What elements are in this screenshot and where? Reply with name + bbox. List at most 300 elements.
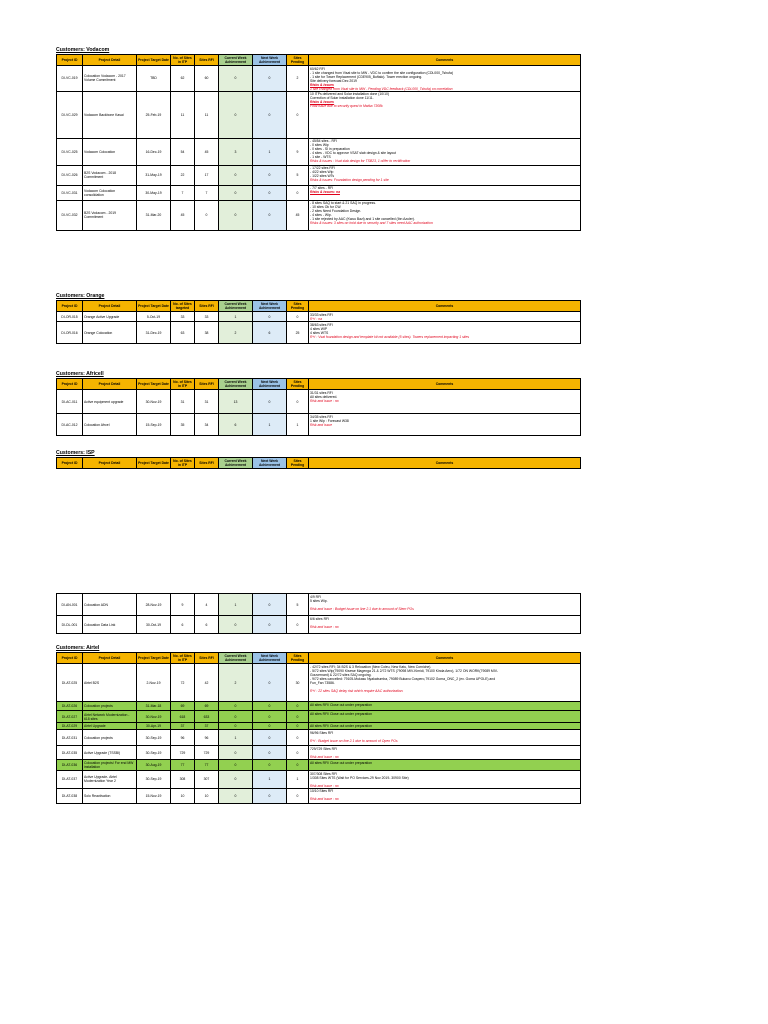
project-id-cell: DI-AT-026 [57, 702, 83, 711]
comment-line: Risks & issues: Foundation design pending for 1 site [310, 178, 389, 182]
target-date-cell: 31-May-19 [137, 165, 171, 185]
project-id-cell: DI-AT-036 [57, 760, 83, 771]
project-detail-cell: Vodacom Backbone Kasai [83, 91, 137, 138]
table-row [57, 91, 581, 138]
current-week-cell: 6 [219, 414, 253, 436]
project-id-cell: DI-AC-011 [57, 390, 83, 414]
column-header: No. of Sites in ITP [171, 379, 195, 390]
comments-cell [309, 664, 581, 702]
sites-rfi-cell: 33 [195, 312, 219, 322]
sites-pending-cell: 0 [287, 312, 309, 322]
target-date-cell: 15-Sep-19 [137, 414, 171, 436]
table-row [57, 664, 581, 702]
comment-line: R+I : Budget issue on line 2.1 due to amount of Open POs [310, 738, 398, 743]
table-row [57, 771, 581, 789]
sites-itp-cell: 6 [171, 616, 195, 634]
comment-line: Risk and issue : no [310, 398, 339, 403]
projects-table [56, 593, 581, 634]
current-week-cell: 0 [219, 702, 253, 711]
comments-cell [309, 91, 581, 138]
project-detail-cell: B2S Vodacom - 2019 Commitment [83, 200, 137, 230]
column-header: Comments [309, 379, 581, 390]
project-detail-cell: Vodacom Colocation [83, 138, 137, 165]
comments-cell [309, 702, 581, 711]
sites-pending-cell: 0 [287, 91, 309, 138]
sites-pending-cell: 0 [287, 185, 309, 200]
current-week-cell: 0 [219, 91, 253, 138]
project-detail-cell: Orange Active Upgrade [83, 312, 137, 322]
projects-table [56, 378, 581, 436]
column-header: Project Detail [83, 301, 137, 312]
sites-rfi-cell: 4 [195, 594, 219, 616]
comment-line: Risks & issues: 3 sites on hold due to security and 7 sites need AAC authorization [310, 221, 433, 225]
current-week-cell: 2 [219, 322, 253, 344]
current-week-cell: 0 [219, 760, 253, 771]
sites-itp-cell: 308 [171, 771, 195, 789]
comment-line: - 1 site - WTS [310, 155, 331, 159]
comments-cell [309, 390, 581, 414]
current-week-cell: 0 [219, 711, 253, 723]
comment-line: - 4/22 sites Wip [310, 170, 334, 174]
project-detail-cell: Airtel Upgrade [83, 723, 137, 730]
target-date-cell: 30-Nov-19 [137, 390, 171, 414]
header-row [57, 301, 581, 312]
sites-rfi-cell: 34 [195, 414, 219, 436]
section-vodacom [56, 46, 580, 231]
column-header: Next Week Achievement [253, 301, 287, 312]
next-week-cell: 1 [253, 414, 287, 436]
comment-line: 729/729 Sites RFI [310, 746, 338, 751]
table-row [57, 200, 581, 230]
column-header: Sites RFI [195, 301, 219, 312]
target-date-cell: 30-Sep-19 [137, 771, 171, 789]
table-row [57, 594, 581, 616]
comment-line: - 8 sites SAQ to start & 21 SAQ in progress. [310, 201, 376, 205]
comments-cell [309, 746, 581, 760]
sites-pending-cell: 0 [287, 730, 309, 746]
target-date-cell: 15-Nov-19 [137, 788, 171, 803]
project-id-cell: DI-DL-001 [57, 616, 83, 634]
section-title: Customers: Vodacom [56, 47, 110, 53]
column-header: Next Week Achievement [253, 653, 287, 664]
sites-pending-cell: 1 [287, 771, 309, 789]
target-date-cell: 30-May-19 [137, 185, 171, 200]
table-row [57, 138, 581, 165]
comments-cell [309, 312, 581, 322]
column-header: Project Detail [83, 379, 137, 390]
comment-line: - 1 site changed from Visat site to MW - VDC to confirm the site configuration (CDL000_Tshufa) [310, 70, 453, 75]
section-title: Customers: Africell [56, 371, 104, 377]
target-date-cell: 16-Dec-19 [137, 138, 171, 165]
comment-line: All sites delivered. [310, 394, 338, 399]
section-title: Customers: Airtel [56, 645, 100, 651]
comments-cell [309, 414, 581, 436]
next-week-cell: 0 [253, 702, 287, 711]
sites-pending-cell: 45 [287, 200, 309, 230]
next-week-cell: 0 [253, 312, 287, 322]
comment-line: Risk and issue [310, 422, 333, 427]
column-header: Sites RFI [195, 379, 219, 390]
sites-pending-cell: 0 [287, 702, 309, 711]
current-week-cell: 0 [219, 771, 253, 789]
project-id-cell: DI-AC-012 [57, 414, 83, 436]
table-row [57, 414, 581, 436]
sites-rfi-cell: 10 [195, 788, 219, 803]
comment-line: - 4 sites - VDC to approve VSAT slab design & site layout [310, 151, 396, 155]
comments-cell [309, 185, 581, 200]
comment-line: Gouvernant) & 22/72 sites SAQ ongoing. [310, 672, 372, 677]
current-week-cell: 0 [219, 616, 253, 634]
project-id-cell: DI-AN-001 [57, 594, 83, 616]
next-week-cell: 0 [253, 390, 287, 414]
comment-line: Risk and issue : no [310, 754, 339, 759]
project-id-cell: DI-VC-025 [57, 138, 83, 165]
comment-line: 1 site changed from Visat site to MW - Pending VDC feedback (CDL000_Tshufa) on correlation [310, 86, 453, 91]
sites-pending-cell: 9 [287, 138, 309, 165]
current-week-cell: 0 [219, 200, 253, 230]
target-date-cell: 30-Aug-19 [137, 760, 171, 771]
projects-table [56, 457, 581, 469]
table-row [57, 322, 581, 344]
column-header: Project Detail [83, 653, 137, 664]
project-id-cell: DI-AT-027 [57, 711, 83, 723]
sites-itp-cell: 77 [171, 760, 195, 771]
next-week-cell: 0 [253, 185, 287, 200]
column-header: Next Week Achievement [253, 458, 287, 469]
comment-line: Site delivery forecast Dec 2019 [310, 78, 357, 83]
next-week-cell: 0 [253, 664, 287, 702]
sites-pending-cell: 0 [287, 390, 309, 414]
project-detail-cell: Airtel B2S [83, 664, 137, 702]
next-week-cell: 0 [253, 165, 287, 185]
comment-line: Final issue due to security quest in Mwika 7308k [310, 104, 383, 108]
current-week-cell: 0 [219, 66, 253, 92]
comment-line: Risk and issue : no [310, 797, 339, 801]
sites-pending-cell: 25 [287, 322, 309, 344]
comment-line: Risks & issues : Vsat slab design for TSB23, 1 of/fer to rectification [310, 159, 411, 163]
project-detail-cell: Active equipment upgrade [83, 390, 137, 414]
sites-itp-cell: 63 [171, 322, 195, 344]
column-header: Project Detail [83, 55, 137, 66]
column-header: Comments [309, 301, 581, 312]
section-title: Customers: Orange [56, 293, 105, 299]
comment-line: - 1 site rejected by AAC (Kwuu Bazi) and 1 site cancelled (Ibn Azuler). [310, 217, 415, 221]
header-row [57, 379, 581, 390]
sites-pending-cell: 5 [287, 165, 309, 185]
project-id-cell: DI-AT-025 [57, 664, 83, 702]
comments-cell [309, 760, 581, 771]
section-isp [56, 449, 580, 469]
sites-itp-cell: 96 [171, 730, 195, 746]
sites-itp-cell: 72 [171, 664, 195, 702]
sites-itp-cell: 10 [171, 788, 195, 803]
current-week-cell: 1 [219, 594, 253, 616]
comment-line: - 45/54 sites - RFI [310, 139, 337, 143]
sites-itp-cell: 7 [171, 185, 195, 200]
project-id-cell: DI-AT-029 [57, 723, 83, 730]
comment-line: 1 site Wip : Forecast W38 [310, 418, 349, 423]
project-id-cell: DI-VC-031 [57, 185, 83, 200]
target-date-cell: 31-Mar-18 [137, 702, 171, 711]
sites-rfi-cell: 37 [195, 723, 219, 730]
sites-itp-cell: 9 [171, 594, 195, 616]
projects-table [56, 54, 581, 231]
column-header: Current Week Achievement [219, 55, 253, 66]
column-header: Sites Pending [287, 379, 309, 390]
table-row [57, 723, 581, 730]
sites-rfi-cell: 38 [195, 322, 219, 344]
comment-line: All sites RFI/ Close out under preparation [310, 702, 373, 707]
section-isp-rows [56, 593, 580, 634]
table-row [57, 390, 581, 414]
column-header: Project Target Date [137, 379, 171, 390]
comment-line: - 5/72 sites Wip(79090 Kisewe Magenga 21 & 2/72 WTS (79098 MIV-Kimidi, 79100 Kinda Aero), 1/72 ON WORK(79089 MIV- [310, 668, 498, 673]
section-title: Customers: ISP [56, 450, 95, 456]
sites-rfi-cell: 307 [195, 771, 219, 789]
comment-line: - 7/7 sites - RFI [310, 186, 334, 190]
column-header: Current Week Achievement [219, 301, 253, 312]
target-date-cell: 25-Feb-19 [137, 91, 171, 138]
sites-itp-cell: 618 [171, 711, 195, 723]
next-week-cell: 1 [253, 771, 287, 789]
sites-pending-cell: 5 [287, 594, 309, 616]
comment-line: 4 sites WIP [310, 326, 328, 331]
comments-cell [309, 66, 581, 92]
column-header: No. of Sites targeted [171, 301, 195, 312]
table-row [57, 165, 581, 185]
current-week-cell: 1 [219, 730, 253, 746]
sites-rfi-cell: 6 [195, 616, 219, 634]
column-header: Next Week Achievement [253, 55, 287, 66]
target-date-cell: 30-Sep-19 [137, 746, 171, 760]
table-row [57, 760, 581, 771]
current-week-cell: 0 [219, 788, 253, 803]
column-header: No. of Sites in ITP [171, 55, 195, 66]
sites-itp-cell: 62 [171, 66, 195, 92]
sites-itp-cell: 69 [171, 702, 195, 711]
section-africell [56, 370, 580, 436]
current-week-cell: 1 [219, 312, 253, 322]
sites-rfi-cell: 729 [195, 746, 219, 760]
comment-line: Correction of Solar installation done 11/11. [310, 96, 374, 100]
project-detail-cell: Vodacom Colocation consolidation [83, 185, 137, 200]
comment-line: - 0 sites Wip [310, 143, 329, 147]
section-orange [56, 292, 580, 344]
target-date-cell: 31-Dec-19 [137, 322, 171, 344]
project-detail-cell: Orange Colocation [83, 322, 137, 344]
header-row [57, 55, 581, 66]
comment-line: 33/33 sites RFI [310, 312, 333, 317]
comment-line: 6/6 sites RFI [310, 616, 330, 621]
sites-rfi-cell: 45 [195, 138, 219, 165]
sites-itp-cell: 37 [171, 723, 195, 730]
comment-line: - 2 sites Need Foundation Design. [310, 209, 362, 213]
sites-rfi-cell: 633 [195, 711, 219, 723]
comment-line: - 1 site for Tower Replacement (CDE905_Buftalo). Tower erection ongoing. [310, 74, 423, 79]
projects-table [56, 300, 581, 344]
column-header: Project Detail [83, 458, 137, 469]
comments-cell [309, 723, 581, 730]
comments-cell [309, 730, 581, 746]
project-detail-cell: Colocation projects [83, 702, 137, 711]
comments-cell [309, 616, 581, 634]
comment-line: All sites RFI/ Close out under preparation [310, 711, 373, 716]
next-week-cell: 0 [253, 616, 287, 634]
comment-line: - 10 sites Ok for CW. [310, 205, 342, 209]
table-row [57, 746, 581, 760]
sites-pending-cell: 0 [287, 711, 309, 723]
column-header: Project ID [57, 653, 83, 664]
comment-line: R+I : 22 sites SAQ delay risk which require AAC authorization. [310, 688, 404, 693]
table-row [57, 616, 581, 634]
next-week-cell: 0 [253, 788, 287, 803]
comment-line: R+I : Vsat foundation design and template kit not available (5 sites). Towers replacement impacting 1 sites [310, 334, 470, 339]
comments-cell [309, 322, 581, 344]
comment-line: Risks & Issues [310, 100, 334, 104]
comments-cell [309, 200, 581, 230]
section-airtel [56, 644, 580, 804]
sites-itp-cell: 33 [171, 312, 195, 322]
header-row [57, 653, 581, 664]
project-detail-cell: Solo Reactivation [83, 788, 137, 803]
comment-line: Risk and issue : Budget issue on line 2.1 due to amount of Stem POs [310, 606, 414, 611]
sites-pending-cell: 0 [287, 760, 309, 771]
sites-rfi-cell: 31 [195, 390, 219, 414]
table-row [57, 312, 581, 322]
project-detail-cell: Colocation projects/ For end MW installation [83, 760, 137, 771]
column-header: Sites Pending [287, 301, 309, 312]
project-detail-cell: Airtel Network Modernization - 618 sites [83, 711, 137, 723]
table-row [57, 66, 581, 92]
comment-line: 4/9 RFI [310, 594, 322, 599]
column-header: Sites Pending [287, 458, 309, 469]
column-header: Sites RFI [195, 458, 219, 469]
target-date-cell: 5-Oct-19 [137, 312, 171, 322]
sites-pending-cell: 1 [287, 414, 309, 436]
column-header: Comments [309, 653, 581, 664]
comments-cell [309, 594, 581, 616]
comment-line: 10 ITPs delivered and Solar installation done (10/10) [310, 92, 389, 96]
project-detail-cell: Colocation Vodacom - 2017 Volume Commitment [83, 66, 137, 92]
column-header: Sites Pending [287, 653, 309, 664]
column-header: Sites Pending [287, 55, 309, 66]
project-detail-cell: B2S Vodacom - 2018 Commitment [83, 165, 137, 185]
current-week-cell: 0 [219, 165, 253, 185]
column-header: Sites RFI [195, 653, 219, 664]
sites-pending-cell: 0 [287, 746, 309, 760]
column-header: Sites RFI [195, 55, 219, 66]
comment-line: Risk and issue : no [310, 783, 339, 788]
column-header: Comments [309, 458, 581, 469]
project-id-cell: DI-AT-038 [57, 788, 83, 803]
next-week-cell: 0 [253, 66, 287, 92]
sites-rfi-cell: 11 [195, 91, 219, 138]
sites-rfi-cell: 96 [195, 730, 219, 746]
column-header: No. of Sites in ITP [171, 653, 195, 664]
next-week-cell: 0 [253, 730, 287, 746]
table-row [57, 702, 581, 711]
target-date-cell: TBD [137, 66, 171, 92]
table-row [57, 730, 581, 746]
header-row [57, 458, 581, 469]
column-header: Project ID [57, 301, 83, 312]
sites-itp-cell: 31 [171, 390, 195, 414]
sites-itp-cell: 11 [171, 91, 195, 138]
column-header: Project ID [57, 379, 83, 390]
comment-line: 307/308 Sites RFI [310, 771, 338, 776]
project-id-cell: DI-VC-032 [57, 200, 83, 230]
comments-cell [309, 771, 581, 789]
comment-line: 60/62 RFI [310, 66, 325, 71]
next-week-cell: 0 [253, 594, 287, 616]
table-row [57, 185, 581, 200]
comments-cell [309, 711, 581, 723]
next-week-cell: 0 [253, 200, 287, 230]
project-id-cell: DI-VC-019 [57, 66, 83, 92]
target-date-cell: 30-Oct-19 [137, 616, 171, 634]
comment-line: - 42/72 sites RFI; 34 B2S & 3 Relocation (New Coleu, New Katu, New Corniche). [310, 664, 432, 669]
sites-itp-cell: 35 [171, 414, 195, 436]
project-detail-cell: Active Upgrade (TSSBI) [83, 746, 137, 760]
comment-line: Risks & Issues [310, 82, 334, 87]
current-week-cell: 0 [219, 185, 253, 200]
projects-table [56, 652, 581, 804]
sites-itp-cell: 22 [171, 165, 195, 185]
comment-line: 38/63 sites RFI [310, 322, 333, 327]
project-detail-cell: Colocation projects [83, 730, 137, 746]
column-header: Project Target Date [137, 55, 171, 66]
project-detail-cell: Colocation Afrcel [83, 414, 137, 436]
column-header: Current Week Achievement [219, 458, 253, 469]
project-detail-cell: Colocation ADN [83, 594, 137, 616]
current-week-cell: 0 [219, 746, 253, 760]
column-header: Next Week Achievement [253, 379, 287, 390]
column-header: Current Week Achievement [219, 653, 253, 664]
project-id-cell: DI-AT-037 [57, 771, 83, 789]
target-date-cell: 28-Nov-19 [137, 594, 171, 616]
sites-pending-cell: 0 [287, 723, 309, 730]
column-header: Project ID [57, 458, 83, 469]
comment-line: - 4 sites - Wip. [310, 213, 332, 217]
next-week-cell: 0 [253, 723, 287, 730]
sites-itp-cell: 45 [171, 200, 195, 230]
next-week-cell: 0 [253, 746, 287, 760]
sites-pending-cell: 0 [287, 788, 309, 803]
sites-rfi-cell: 60 [195, 66, 219, 92]
current-week-cell: 2 [219, 664, 253, 702]
project-detail-cell: Colocation Data Link [83, 616, 137, 634]
column-header: Project ID [57, 55, 83, 66]
project-id-cell: DI-AT-035 [57, 746, 83, 760]
current-week-cell: 13 [219, 390, 253, 414]
sites-rfi-cell: 17 [195, 165, 219, 185]
target-date-cell: 30-Sep-19 [137, 730, 171, 746]
sites-pending-cell: 2 [287, 66, 309, 92]
current-week-cell: 3 [219, 138, 253, 165]
comment-line: 31/31 sites RFI [310, 390, 333, 395]
comment-line: 1/308 Sites WTS (Wait for PO Services-29 Nov 2019- 30900 Site) [310, 775, 409, 780]
sites-itp-cell: 54 [171, 138, 195, 165]
comment-line: Fun_Fan 73586. [310, 680, 335, 685]
comment-line: - 0 sites - SI in preparation [310, 147, 350, 151]
column-header: No. of Sites in ITP [171, 458, 195, 469]
comment-line: Risk and issue : no [310, 624, 339, 629]
next-week-cell: 0 [253, 91, 287, 138]
next-week-cell: 1 [253, 138, 287, 165]
comments-cell [309, 165, 581, 185]
comment-line: 34/35 sites RFI [310, 414, 333, 419]
sites-rfi-cell: 69 [195, 702, 219, 711]
